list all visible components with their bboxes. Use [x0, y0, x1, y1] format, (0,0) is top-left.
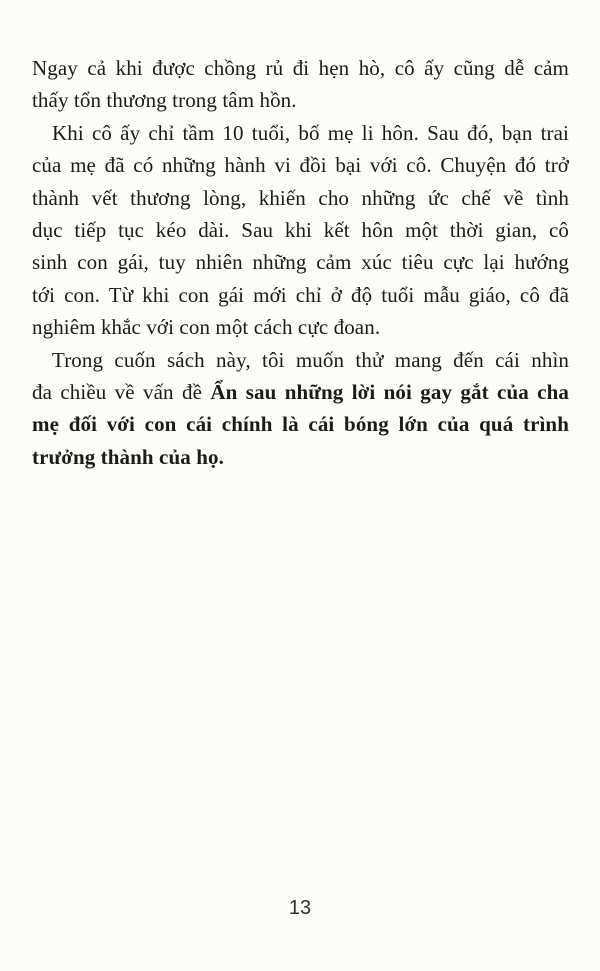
- text-segment: Ngay cả khi được chồng rủ đi hẹn hò, cô ấy cũng dễ cảm: [32, 56, 569, 80]
- text-segment: tới con. Từ khi con gái mới chỉ ở độ tuổi mẫu giáo, cô đã: [32, 282, 569, 307]
- text-segment: Trong cuốn sách này, tôi muốn thử mang đến cái nhìn: [52, 347, 569, 372]
- text-segment: nghiêm khắc với con một cách cực đoan.: [32, 315, 381, 340]
- text-line: [32, 344, 569, 376]
- text-line: [32, 84, 569, 116]
- text-line: [32, 182, 569, 214]
- text-segment: Khi cô ấy chỉ tầm 10 tuổi, bố mẹ li hôn. Sau đó, bạn trai: [52, 120, 569, 145]
- paragraph: [32, 52, 569, 117]
- text-line: [32, 279, 569, 311]
- bold-text-segment: trưởng thành của họ.: [32, 444, 224, 469]
- bold-text-segment: Ẩn sau những lời nói gay gắt của cha: [210, 380, 569, 405]
- text-line: [32, 441, 569, 473]
- text-line: [32, 376, 569, 408]
- text-segment: của mẹ đã có những hành vi đồi bại với cô. Chuyện đó trở: [32, 153, 569, 178]
- text-segment: sinh con gái, tuy nhiên những cảm xúc tiêu cực lại hướng: [32, 250, 569, 275]
- page-number: 13: [288, 897, 312, 919]
- text-line: [32, 311, 569, 343]
- text-line: [32, 408, 569, 440]
- text-line: [32, 214, 569, 246]
- paragraph: [32, 117, 569, 344]
- bold-text-segment: mẹ đối với con cái chính là cái bóng lớn của quá trình: [32, 412, 569, 437]
- text-line: [32, 149, 569, 181]
- text-block: [32, 52, 569, 473]
- text-segment: đa chiều về vấn đề: [32, 380, 211, 405]
- text-segment: thấy tổn thương trong tâm hồn.: [32, 88, 297, 113]
- text-segment: dục tiếp tục kéo dài. Sau khi kết hôn một thời gian, cô: [32, 218, 569, 243]
- text-line: [32, 246, 569, 278]
- text-segment: thành vết thương lòng, khiến cho những ức chế về tình: [32, 185, 569, 210]
- text-line: [32, 52, 569, 84]
- text-line: [32, 117, 569, 149]
- paragraph: [32, 344, 569, 474]
